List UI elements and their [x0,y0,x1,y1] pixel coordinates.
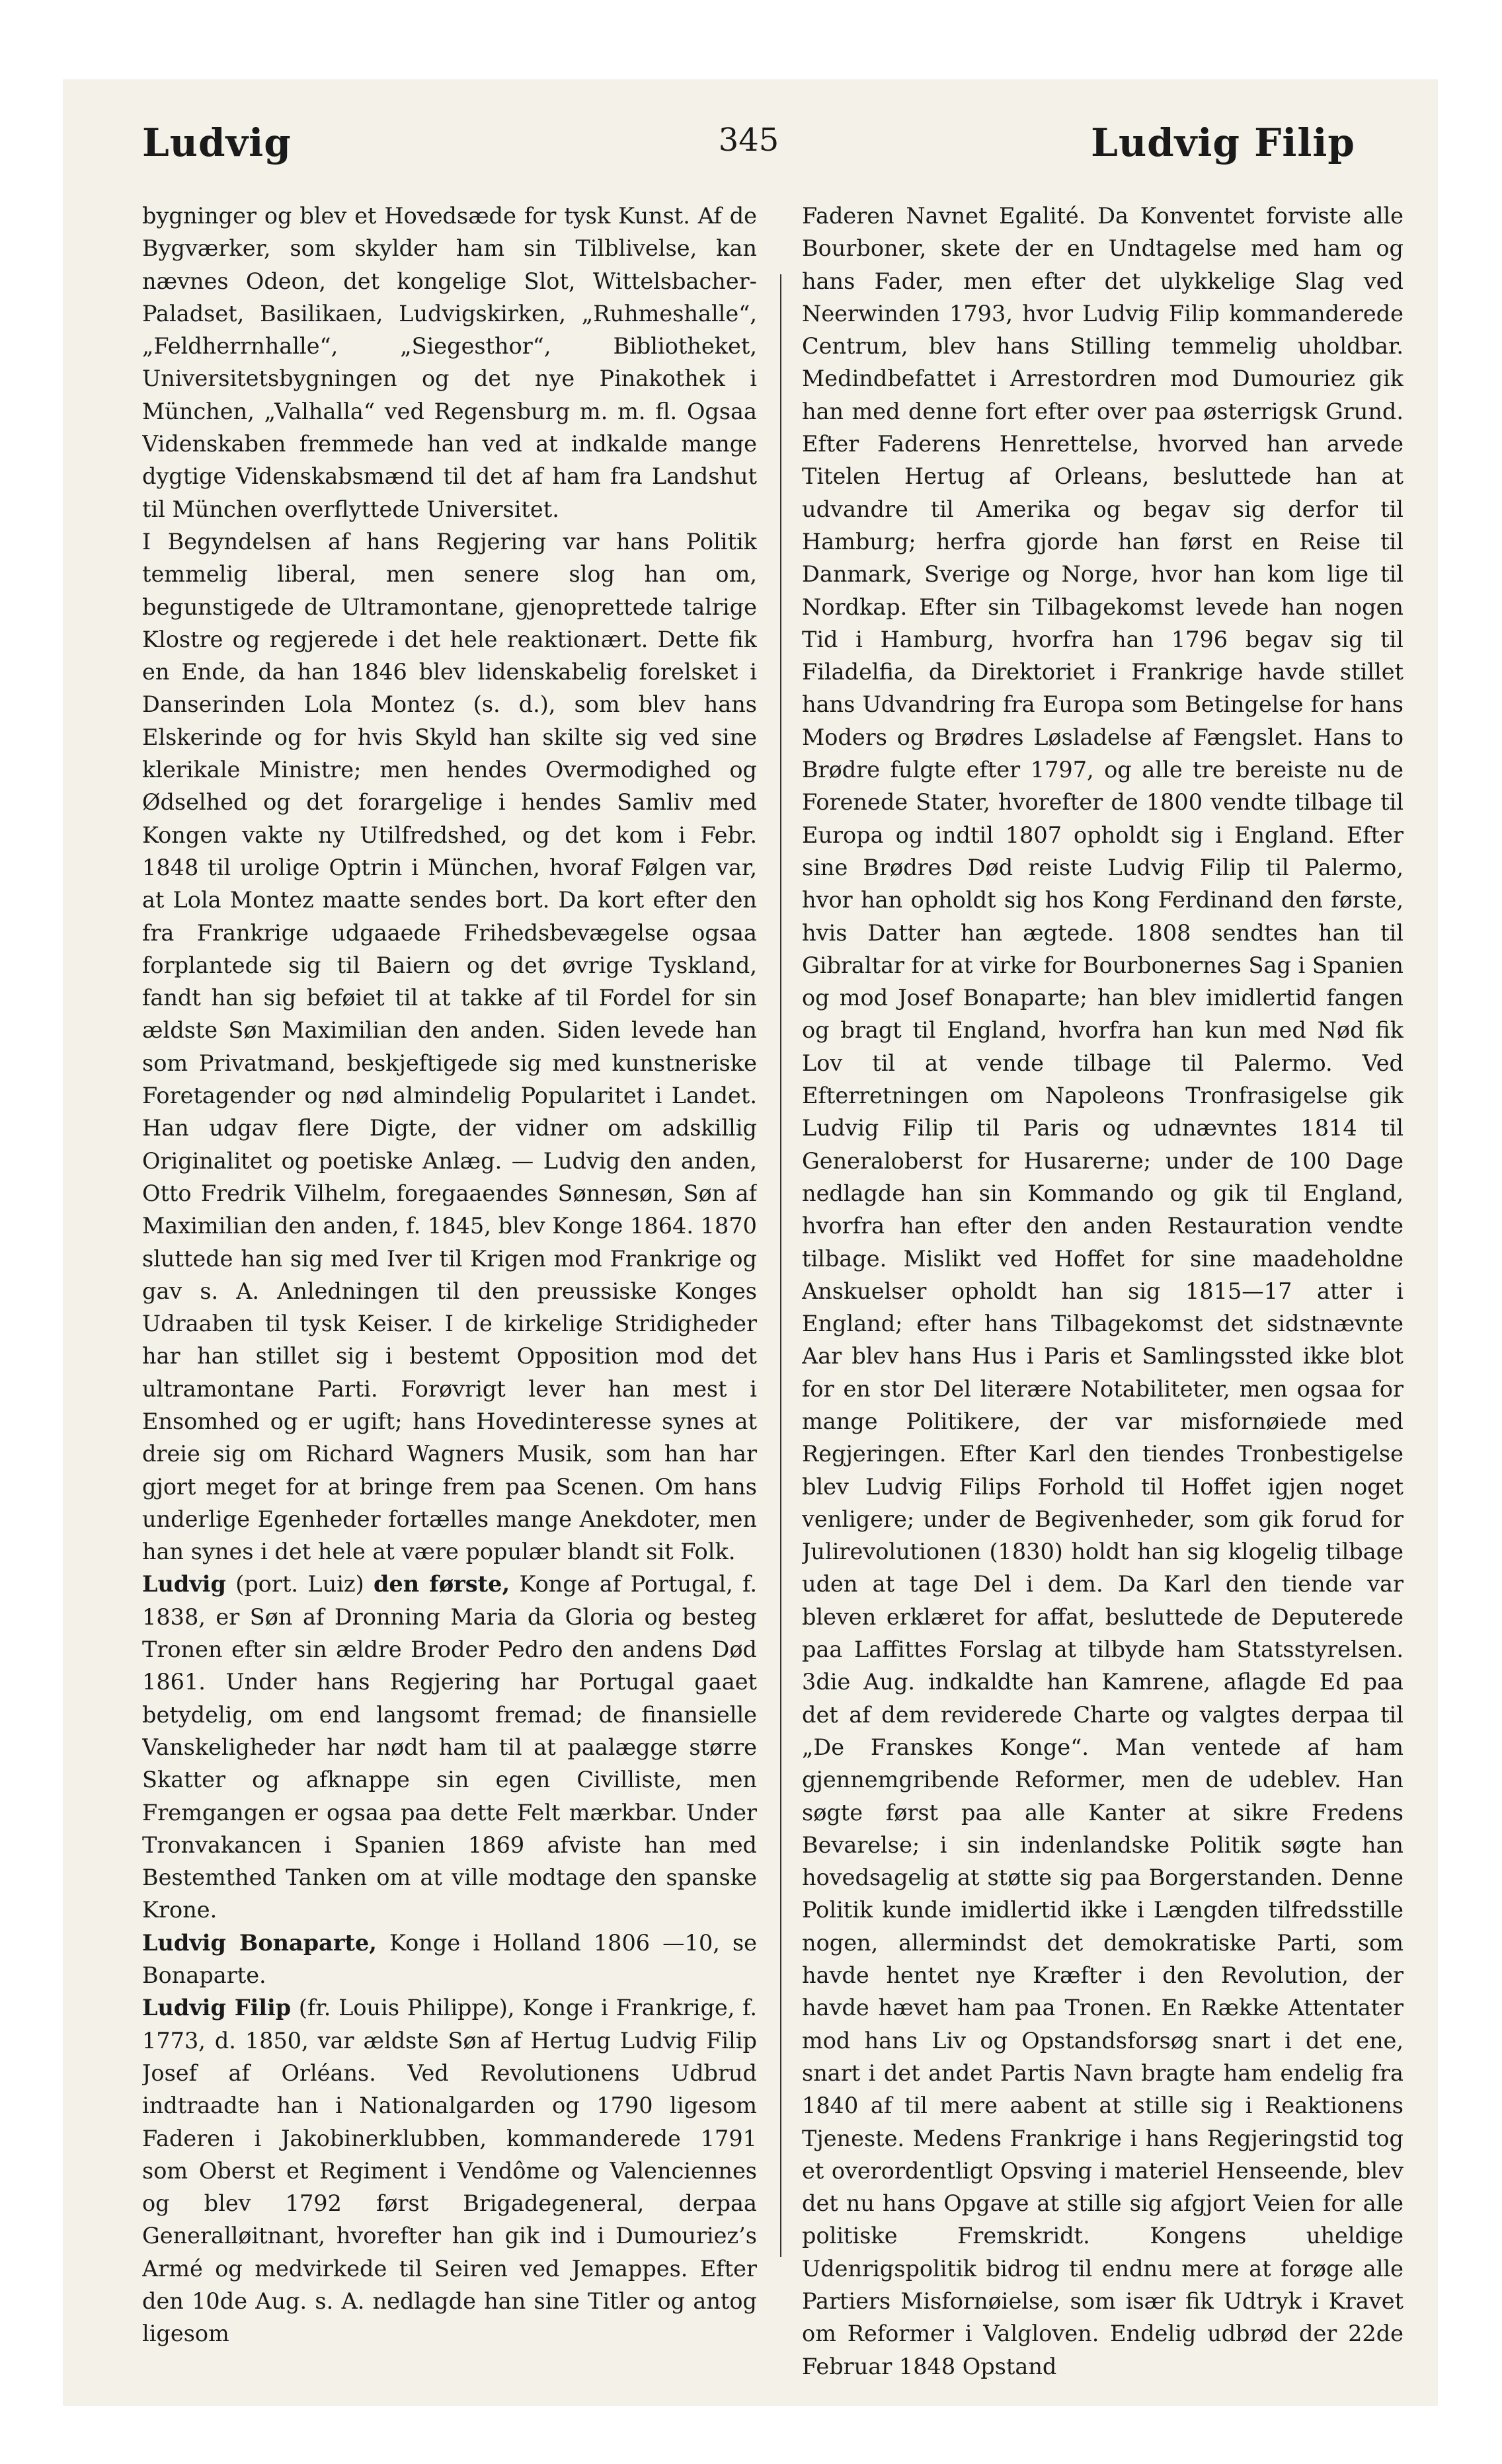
right-headword: Ludvig Filip [1091,120,1355,165]
entry-body: Konge i Holland 1806 —10, se Bonaparte. [142,1929,757,1989]
page-number: 345 [718,122,779,159]
running-header [142,120,1355,186]
entry-ludvig-portugal [142,1568,757,1926]
entry-qualifier: (port. Luiz) [225,1571,374,1598]
entry-body: (fr. Louis Philippe), Konge i Frankrige, f. 1773, d. 1850, var ældste Søn af Hertug Ludvig Filip Josef af Orléans. Ved Revolutionens Udbrud indtraadte han i Nationalgarden og 1790 ligesom Faderen i Jakobinerklubben, kommanderede 1791 som Oberst et Regiment i Vendôme og Valenciennes og blev 1792 først Brigadegeneral, derpaa Generalløitnant, hvorefter han gik ind i Dumouriez’s Armé og medvirkede til Seiren ved Jemappes. Efter den 10de Aug. s. A. nedlagde han sine Titler og antog ligesom [142,1995,757,2347]
column-divider [780,274,781,2257]
paragraph: bygninger og blev et Hovedsæde for tysk Kunst. Af de Bygværker, som skylder ham sin Tilblivelse, kan nævnes Odeon, det kongelige Slot, Wittelsbacher-Paladset, Basilikaen, Ludvigskirken, „Ruhmeshalle“, „Feldherrnhalle“, „Siegesthor“, Bibliotheket, Universitetsbygningen og det nye Pinakothek i München, „Valhalla“ ved Regensburg m. m. fl. Ogsaa Videnskaben fremmede han ved at indkalde mange dygtige Videnskabsmænd til det af ham fra Landshut til München overflyttede Universitet. [142,203,757,522]
entry-headword: Ludvig Filip [142,1995,292,2021]
paragraph: Faderen Navnet Egalité. Da Konventet forviste alle Bourboner, skete der en Undtagelse med ham og hans Fader, men efter det ulykkelige Slag ved Neerwinden 1793, hvor Ludvig Filip kommanderede Centrum, blev hans Stilling temmelig uholdbar. Medindbefattet i Arrestordren mod Dumouriez gik han med denne fort efter over paa østerrigsk Grund. Efter Faderens Henrettelse, hvorved han arvede Titelen Hertug af Orleans, besluttede han at udvandre til Amerika og begav sig derfor til Hamburg; herfra gjorde han først en Reise til Danmark, Sverige og Norge, hvor han kom lige til Nordkap. Efter sin Tilbagekomst levede han nogen Tid i Hamburg, hvorfra han 1796 begav sig til Filadelfia, da Direktoriet i Frankrige havde stillet hans Udvandring fra Europa som Betingelse for hans Moders og Brødres Løsladelse af Fængslet. Hans to Brødre fulgte efter 1797, og alle tre bereiste nu de Forenede Stater, hvorefter de 1800 vendte tilbage til Europa og indtil 1807 opholdt sig i England. Efter sine Brødres Død reiste Ludvig Filip til Palermo, hvor han opholdt sig hos Kong Ferdinand den første, hvis Datter han ægtede. 1808 sendtes han til Gibraltar for at virke for Bourbonernes Sag i Spanien og mod Josef Bonaparte; han blev imidlertid fangen og bragt til England, hvorfra han kun med Nød fik Lov til at vende tilbage til Palermo. Ved Efterretningen om Napoleons Tronfrasigelse gik Ludvig Filip til Paris og udnævntes 1814 til Generaloberst for Husarerne; under de 100 Dage nedlagde han sin Kommando og gik til England, hvorfra han efter den anden Restauration vendte tilbage. Mislikt ved Hoffet for sine maadeholdne Anskuelser opholdt han sig 1815—17 atter i England; efter hans Tilbagekomst det sidstnævnte Aar blev hans Hus i Paris et Samlingssted ikke blot for en stor Del literære Notabiliteter, men ogsaa for mange Politikere, der var misfornøiede med Regjeringen. Efter Karl den tiendes Tronbestigelse blev Ludvig Filips Forhold til Hoffet igjen noget venligere; under de Begivenheder, som gik forud for Julirevolutionen (1830) holdt han sig klogelig tilbage uden at tage Del i dem. Da Karl den tiende var bleven erklæret for affat, besluttede de Deputerede paa Laffittes Forslag at tilbyde ham Statsstyrelsen. 3die Aug. indkaldte han Kamrene, aflagde Ed paa det af dem reviderede Charte og valgtes derpaa til „De Franskes Konge“. Man ventede af ham gjennemgribende Reformer, men de udeblev. Han søgte først paa alle Kanter at sikre Fredens Bevarelse; i sin indenlandske Politik søgte han hovedsagelig at støtte sig paa Borgerstanden. Denne Politik kunde imidlertid ikke i Længden tilfredsstille nogen, allermindst det demokratiske Parti, som havde hentet nye Kræfter i den Revolution, der havde hævet ham paa Tronen. En Række Attentater mod hans Liv og Opstandsforsøg snart i det ene, snart i det andet Partis Navn bragte ham endelig fra 1840 af til mere aabent at stille sig i Reaktionens Tjeneste. Medens Frankrige i hans Regjeringstid tog et overordentligt Opsving i materiel Henseende, blev det nu hans Opgave at stille sig afgjort Veien for alle politiske Fremskridt. Kongens uheldige Udenrigspolitik bidrog til endnu mere at forøge alle Partiers Misfornøielse, som især fik Udtryk i Kravet om Reformer i Valgloven. Endelig udbrød der 22de Februar 1848 Opstand [802,203,1403,2379]
entry-headword: Ludvig Bonaparte, [142,1929,377,1956]
paragraph: I Begyndelsen af hans Regjering var hans Politik temmelig liberal, men senere slog han om, begunstigede de Ultramontane, gjenoprettede talrige Klostre og regjerede i det hele reaktionært. Dette fik en Ende, da han 1846 blev lidenskabelig forelsket i Danserinden Lola Montez (s. d.), som blev hans Elskerinde og for hvis Skyld han skilte sig ved sine klerikale Ministre; men hendes Overmodighed og Ødselhed og det forargelige i hendes Samliv med Kongen vakte ny Utilfredshed, og det kom i Febr. 1848 til urolige Optrin i München, hvoraf Følgen var, at Lola Montez maatte sendes bort. Da kort efter den fra Frankrige udgaaede Frihedsbevægelse ogsaa forplantede sig til Baiern og det øvrige Tyskland, fandt han sig beføiet til at takke af til Fordel for sin ældste Søn Maximilian den anden. Siden levede han som Privatmand, beskjeftigede sig med kunstneriske Foretagender og nød almindelig Popularitet i Landet. Han udgav flere Digte, der vidner om adskillig Originalitet og poetiske Anlæg. — Ludvig den anden, Otto Fredrik Vilhelm, foregaaendes Sønnesøn, Søn af Maximilian den anden, f. 1845, blev Konge 1864. 1870 sluttede han sig med Iver til Krigen mod Frankrige og gav s. A. Anledningen til den preussiske Konges Udraaben til tysk Keiser. I de kirkelige Stridigheder har han stillet sig i bestemt Opposition mod det ultramontane Parti. Forøvrigt lever han mest i Ensomhed og er ugift; hans Hovedinteresse synes at dreie sig om Richard Wagners Musik, som han har gjort meget for at bringe frem paa Scenen. Om hans underlige Egenheder fortælles mange Anekdoter, men han synes i det hele at være populær blandt sit Folk. [142,528,757,1565]
left-column [142,200,757,2394]
right-column [802,200,1403,2394]
entry-headword: Ludvig [142,1571,226,1598]
book-page [63,79,1438,2406]
entry-ludvig-bonaparte [142,1927,757,1992]
entry-ludvig-filip [142,1991,757,2350]
left-headword: Ludvig [142,120,292,165]
entry-headword-suffix: den første, [373,1571,510,1598]
entry-body: Konge af Portugal, f. 1838, er Søn af Dronning Maria da Gloria og besteg Tronen efter sin ældre Broder Pedro den andens Død 1861. Under hans Regjering har Portugal gaaet betydelig, om end langsomt fremad; de finansielle Vanskeligheder har nødt ham til at paalægge større Skatter og afknappe sin egen Civilliste, men Fremgangen er ogsaa paa dette Felt mærkbar. Under Tronvakancen i Spanien 1869 afviste han med Bestemthed Tanken om at ville modtage den spanske Krone. [142,1571,757,1923]
